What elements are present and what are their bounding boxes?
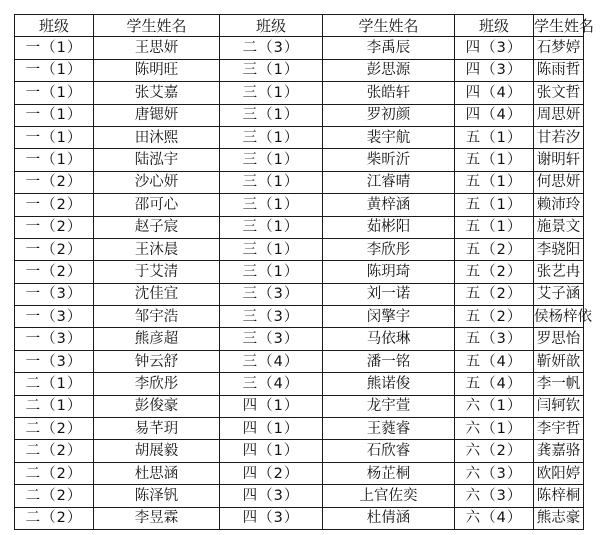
- student-name-cell: 王蕤睿: [323, 418, 455, 440]
- table-row: [15, 104, 584, 126]
- student-name-cell: 欧阳婷: [534, 462, 584, 484]
- student-name-cell: 邵可心: [94, 194, 220, 216]
- class-cell: 五（2）: [455, 261, 534, 283]
- table-row: [15, 126, 584, 148]
- class-cell: 二（2）: [15, 485, 94, 507]
- student-name-cell: 闫轲钦: [534, 395, 584, 417]
- class-cell: 五（4）: [455, 373, 534, 395]
- class-cell: 六（1）: [455, 395, 534, 417]
- student-name-cell: 沙心妍: [94, 171, 220, 193]
- table-row: [15, 306, 584, 328]
- student-name-cell: 刘一诺: [323, 283, 455, 305]
- class-cell: 五（4）: [455, 350, 534, 372]
- student-name-cell: 邹宇浩: [94, 306, 220, 328]
- class-cell: 一（2）: [15, 216, 94, 238]
- class-cell: 四（1）: [220, 395, 323, 417]
- class-cell: 五（3）: [455, 328, 534, 350]
- header-class-2: 班级: [220, 15, 323, 37]
- student-name-cell: 易芊玥: [94, 418, 220, 440]
- class-cell: 二（2）: [15, 418, 94, 440]
- table-row: [15, 37, 584, 59]
- class-cell: 五（1）: [455, 171, 534, 193]
- table-row: [15, 350, 584, 372]
- table-row: [15, 395, 584, 417]
- class-cell: 五（2）: [455, 283, 534, 305]
- header-class-3: 班级: [455, 15, 534, 37]
- class-cell: 一（3）: [15, 350, 94, 372]
- class-cell: 三（1）: [220, 194, 323, 216]
- student-name-cell: 石欣睿: [323, 440, 455, 462]
- table-row: [15, 171, 584, 193]
- student-name-cell: 陈玥琦: [323, 261, 455, 283]
- student-name-cell: 张艾嘉: [94, 82, 220, 104]
- class-cell: 二（2）: [15, 507, 94, 529]
- class-cell: 五（1）: [455, 216, 534, 238]
- student-name-cell: 李欣彤: [323, 238, 455, 260]
- student-name-cell: 杨芷桐: [323, 462, 455, 484]
- student-name-cell: 杜思涵: [94, 462, 220, 484]
- student-name-cell: 张皓轩: [323, 82, 455, 104]
- class-cell: 一（1）: [15, 82, 94, 104]
- student-roster-table: [14, 14, 595, 530]
- class-cell: 三（3）: [220, 306, 323, 328]
- class-cell: 二（2）: [15, 440, 94, 462]
- class-cell: 三（3）: [220, 283, 323, 305]
- header-class-1: 班级: [15, 15, 94, 37]
- student-name-cell: 张文哲: [534, 82, 584, 104]
- class-cell: 五（1）: [455, 126, 534, 148]
- table-row: [15, 82, 584, 104]
- student-name-cell: 何思妍: [534, 171, 584, 193]
- class-cell: 三（1）: [220, 104, 323, 126]
- class-cell: 五（1）: [455, 194, 534, 216]
- table-row: [15, 440, 584, 462]
- class-cell: 一（2）: [15, 171, 94, 193]
- student-name-cell: 靳妍歆: [534, 350, 584, 372]
- class-cell: 一（3）: [15, 328, 94, 350]
- student-name-cell: 潘一铭: [323, 350, 455, 372]
- class-cell: 三（1）: [220, 82, 323, 104]
- table-row: [15, 485, 584, 507]
- student-name-cell: 王沐晨: [94, 238, 220, 260]
- class-cell: 五（1）: [455, 149, 534, 171]
- class-cell: 一（1）: [15, 37, 94, 59]
- student-name-cell: 沈佳宜: [94, 283, 220, 305]
- class-cell: 三（1）: [220, 216, 323, 238]
- student-name-cell: 张艺冉: [534, 261, 584, 283]
- header-name-1: 学生姓名: [94, 15, 220, 37]
- class-cell: 四（4）: [455, 104, 534, 126]
- student-name-cell: 熊志豪: [534, 507, 584, 529]
- class-cell: 三（1）: [220, 149, 323, 171]
- header-name-3: 学生姓名: [534, 15, 584, 37]
- class-cell: 二（3）: [220, 37, 323, 59]
- student-name-cell: 侯杨梓依: [534, 306, 584, 328]
- class-cell: 六（2）: [455, 440, 534, 462]
- class-cell: 三（3）: [220, 328, 323, 350]
- class-cell: 一（1）: [15, 149, 94, 171]
- student-name-cell: 陈明旺: [94, 59, 220, 81]
- student-name-cell: 钟云舒: [94, 350, 220, 372]
- class-cell: 三（4）: [220, 373, 323, 395]
- student-name-cell: 艾子涵: [534, 283, 584, 305]
- student-name-cell: 陈梓桐: [534, 485, 584, 507]
- class-cell: 一（3）: [15, 306, 94, 328]
- class-cell: 二（2）: [15, 462, 94, 484]
- class-cell: 五（2）: [455, 306, 534, 328]
- table-row: [15, 507, 584, 529]
- table-row: [15, 194, 584, 216]
- class-cell: 一（1）: [15, 59, 94, 81]
- class-cell: 一（1）: [15, 104, 94, 126]
- student-name-cell: 李骁阳: [534, 238, 584, 260]
- class-cell: 四（1）: [220, 440, 323, 462]
- student-name-cell: 施景文: [534, 216, 584, 238]
- table-row: [15, 283, 584, 305]
- class-cell: 六（4）: [455, 507, 534, 529]
- class-cell: 三（4）: [220, 350, 323, 372]
- student-name-cell: 陆泓宇: [94, 149, 220, 171]
- table-row: [15, 418, 584, 440]
- table-row: [15, 373, 584, 395]
- student-roster-sheet: [14, 14, 595, 530]
- class-cell: 一（3）: [15, 283, 94, 305]
- student-name-cell: 陈雨哲: [534, 59, 584, 81]
- student-name-cell: 熊彦超: [94, 328, 220, 350]
- table-row: [15, 238, 584, 260]
- class-cell: 四（3）: [220, 507, 323, 529]
- class-cell: 二（1）: [15, 395, 94, 417]
- student-name-cell: 罗初颜: [323, 104, 455, 126]
- class-cell: 四（3）: [455, 37, 534, 59]
- table-row: [15, 462, 584, 484]
- student-name-cell: 唐锶妍: [94, 104, 220, 126]
- student-name-cell: 于艾清: [94, 261, 220, 283]
- student-name-cell: 上官佐奕: [323, 485, 455, 507]
- student-name-cell: 赵子宸: [94, 216, 220, 238]
- class-cell: 三（1）: [220, 238, 323, 260]
- student-name-cell: 王思妍: [94, 37, 220, 59]
- student-name-cell: 龚嘉骆: [534, 440, 584, 462]
- class-cell: 三（1）: [220, 261, 323, 283]
- class-cell: 六（3）: [455, 462, 534, 484]
- table-row: [15, 261, 584, 283]
- student-name-cell: 马依琳: [323, 328, 455, 350]
- class-cell: 五（2）: [455, 238, 534, 260]
- class-cell: 一（2）: [15, 261, 94, 283]
- class-cell: 一（1）: [15, 126, 94, 148]
- student-name-cell: 杜倩涵: [323, 507, 455, 529]
- class-cell: 一（2）: [15, 194, 94, 216]
- student-name-cell: 柴昕沂: [323, 149, 455, 171]
- class-cell: 四（3）: [455, 59, 534, 81]
- class-cell: 三（1）: [220, 171, 323, 193]
- student-name-cell: 彭思源: [323, 59, 455, 81]
- student-name-cell: 甘若汐: [534, 126, 584, 148]
- student-name-cell: 李一帆: [534, 373, 584, 395]
- student-name-cell: 李欣彤: [94, 373, 220, 395]
- student-name-cell: 谢明轩: [534, 149, 584, 171]
- student-name-cell: 李昱霖: [94, 507, 220, 529]
- student-name-cell: 石梦婷: [534, 37, 584, 59]
- class-cell: 四（3）: [220, 485, 323, 507]
- student-name-cell: 陈泽钒: [94, 485, 220, 507]
- student-name-cell: 黄梓涵: [323, 194, 455, 216]
- table-row: [15, 216, 584, 238]
- table-row: [15, 59, 584, 81]
- student-name-cell: 熊诺俊: [323, 373, 455, 395]
- class-cell: 四（1）: [220, 418, 323, 440]
- class-cell: 三（1）: [220, 126, 323, 148]
- student-name-cell: 裴宇航: [323, 126, 455, 148]
- student-name-cell: 李禹辰: [323, 37, 455, 59]
- student-name-cell: 李宇哲: [534, 418, 584, 440]
- class-cell: 一（2）: [15, 238, 94, 260]
- class-cell: 四（4）: [455, 82, 534, 104]
- student-name-cell: 罗思怡: [534, 328, 584, 350]
- header-name-2: 学生姓名: [323, 15, 455, 37]
- student-name-cell: 龙宇萱: [323, 395, 455, 417]
- student-name-cell: 茹彬阳: [323, 216, 455, 238]
- class-cell: 六（3）: [455, 485, 534, 507]
- class-cell: 四（2）: [220, 462, 323, 484]
- class-cell: 三（1）: [220, 59, 323, 81]
- student-name-cell: 赖沛玲: [534, 194, 584, 216]
- table-body: [15, 37, 592, 530]
- student-name-cell: 彭俊豪: [94, 395, 220, 417]
- table-row: [15, 328, 584, 350]
- student-name-cell: 周思妍: [534, 104, 584, 126]
- class-cell: 六（1）: [455, 418, 534, 440]
- student-name-cell: 江睿晴: [323, 171, 455, 193]
- student-name-cell: 胡展毅: [94, 440, 220, 462]
- table-row: [15, 149, 584, 171]
- student-name-cell: 田沐熙: [94, 126, 220, 148]
- class-cell: 二（1）: [15, 373, 94, 395]
- student-name-cell: 闵擎宇: [323, 306, 455, 328]
- table-header-row: [15, 15, 584, 37]
